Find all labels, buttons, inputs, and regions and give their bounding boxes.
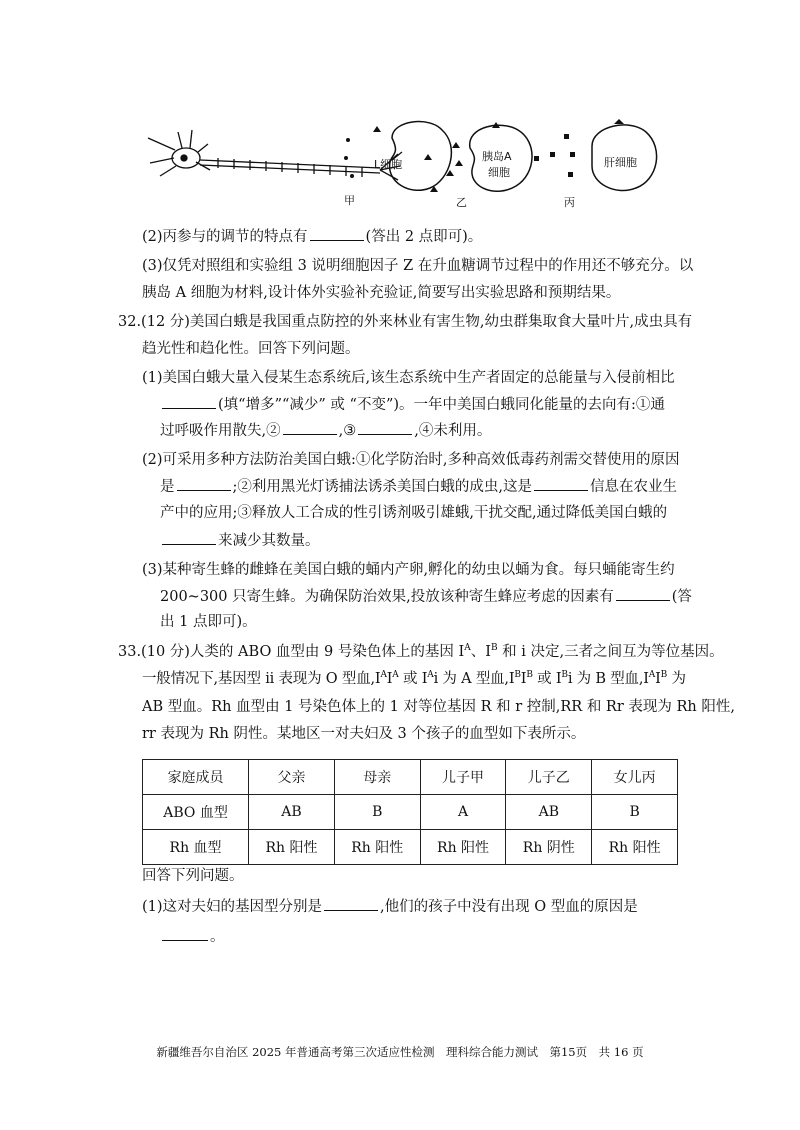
q31-part3-line1: (3)仅凭对照组和实验组 3 说明细胞因子 Z 在升血糖调节过程中的作用还不够充分。以 (142, 258, 694, 274)
q33-p1-a: (1)这对夫妇的基因型分别是 (142, 899, 323, 915)
answer-blank[interactable] (324, 896, 378, 911)
q32-p1-line2-text: (填“增多”“减少” 或 “不变”)。一年中美国白蛾同化能量的去向有:①通 (218, 397, 665, 413)
q32-p2-line3: 产中的应用;③释放人工合成的性引诱剂吸引雄蛾,干扰交配,通过降低美国白蛾的 (160, 505, 668, 521)
q33-line1 (118, 642, 724, 662)
q32-p3-line2 (160, 586, 692, 607)
table-cell: 儿子甲 (420, 760, 506, 795)
q32-p1-line3-b: ,③ (338, 423, 357, 439)
q31-part3-line2: 胰岛 A 细胞为材料,设计体外实验补充验证,简要写出实验思路和预期结果。 (142, 285, 621, 301)
table-cell: B (592, 795, 678, 830)
q32-p2-line4-text: 来减少其数量。 (218, 533, 320, 549)
table-cell: 儿子乙 (506, 760, 592, 795)
q33-line4: rr 表现为 Rh 阴性。某地区一对夫妇及 3 个孩子的血型如下表所示。 (142, 726, 586, 742)
answer-blank[interactable] (162, 394, 216, 409)
q33-l2-a: 一般情况下,基因型 ii 表现为 O 型血,I (142, 671, 381, 687)
q33-l2-f: 或 I (532, 671, 562, 687)
table-cell: B (334, 795, 420, 830)
q33-line2 (142, 669, 686, 689)
q32-p2-line2 (160, 476, 677, 497)
islet-a-cell-label-2: 细胞 (488, 166, 510, 179)
table-cell: AB (506, 795, 592, 830)
q33-l1-a: 33.(10 分)人类的 ABO 血型由 9 号染色体上的基因 I (118, 644, 465, 660)
q32-stem-line1: 32.(12 分)美国白蛾是我国重点防控的外来林业有害生物,幼虫群集取食大量叶片,成虫具有 (118, 314, 693, 330)
q33-l1-b: 、I (470, 644, 491, 660)
table-cell: Rh 血型 (143, 830, 249, 865)
sup-a: A (380, 670, 387, 680)
q32-p2-line1: (2)可采用多种方法防治美国白蛾:①化学防治时,多种高效低毒药剂需交替使用的原因 (142, 452, 680, 468)
q32-p1-line1: (1)美国白蛾大量入侵某生态系统后,该生态系统中生产者固定的总能量与入侵前相比 (142, 370, 675, 386)
q32-p3-line1: (3)某种寄生蜂的雌蜂在美国白蛾的蛹内产卵,孵化的幼虫以蛹为食。每只蛹能寄生约 (142, 562, 675, 578)
q32-p3-line3: 出 1 点即可)。 (160, 614, 257, 630)
label-yi: 乙 (456, 196, 467, 209)
sup-a: A (427, 670, 434, 680)
q31-p2-suffix: (答出 2 点即可)。 (365, 229, 483, 245)
sup-a: A (648, 670, 656, 680)
answer-blank[interactable] (162, 926, 208, 941)
answer-blank[interactable] (616, 586, 670, 601)
q32-p1-line3-a: 过呼吸作用散失,② (160, 423, 281, 439)
label-bing: 丙 (564, 196, 575, 209)
table-cell: Rh 阴性 (506, 830, 592, 865)
table-cell: 母亲 (334, 760, 420, 795)
q33-p1-line1 (142, 896, 638, 917)
q33-l2-g: i 为 B 型血,I (567, 671, 649, 687)
signal-diagram (130, 118, 670, 218)
answer-blank[interactable] (283, 420, 337, 435)
q33-p1-line2 (160, 926, 225, 947)
table-cell: 家庭成员 (143, 760, 249, 795)
l-cell-label: L细胞 (374, 158, 403, 171)
q33-l2-b: I (386, 671, 393, 687)
islet-a-cell-label-1: 胰岛A (482, 150, 512, 163)
q33-p1-end: 。 (210, 929, 225, 945)
q33-p1-b: ,他们的孩子中没有出现 O 型血的原因是 (380, 899, 638, 915)
table-cell: Rh 阳性 (334, 830, 420, 865)
q32-p3-line2-a: 200~300 只寄生蜂。为确保防治效果,投放该种寄生蜂应考虑的因素有 (160, 589, 614, 605)
table-cell: AB (249, 795, 335, 830)
q32-p1-line2 (160, 394, 665, 415)
sup-a: A (464, 643, 471, 653)
blood-type-table (142, 759, 678, 865)
q32-stem-line2: 趋光性和趋化性。回答下列问题。 (142, 341, 360, 357)
signal-yi-triangles (424, 142, 463, 192)
liver-cell-label: 肝细胞 (604, 156, 637, 169)
sup-b: B (514, 670, 521, 680)
answer-blank[interactable] (358, 420, 412, 435)
q31-part2 (142, 226, 482, 247)
sup-b: B (561, 670, 568, 680)
q33-answer-prompt: 回答下列问题。 (142, 868, 244, 884)
q33-l2-i: 为 (667, 671, 686, 687)
answer-blank[interactable] (177, 476, 231, 491)
q33-l2-e: I (520, 671, 527, 687)
table-cell: 父亲 (249, 760, 335, 795)
q33-l2-h: I (655, 671, 661, 687)
page-footer: 新疆维吾尔自治区 2025 年普通高考第三次适应性检测 理科综合能力测试 第15页 共 16 页 (156, 1045, 644, 1059)
answer-blank[interactable] (310, 226, 364, 241)
label-jia: 甲 (344, 194, 355, 207)
q32-p2-line2-c: 信息在农业生 (590, 479, 677, 495)
q32-p3-line2-b: (答 (671, 589, 692, 605)
q32-p1-line3 (160, 420, 491, 441)
q32-p2-line4 (160, 530, 320, 551)
table-cell: Rh 阳性 (420, 830, 506, 865)
sup-b: B (660, 670, 668, 680)
answer-blank[interactable] (162, 530, 216, 545)
q33-l2-c: 或 I (398, 671, 428, 687)
table-row (143, 830, 678, 865)
answer-blank[interactable] (534, 476, 588, 491)
table-cell: ABO 血型 (143, 795, 249, 830)
table-cell: A (420, 795, 506, 830)
q32-p1-line3-c: ,④未利用。 (414, 423, 492, 439)
table-cell: Rh 阳性 (592, 830, 678, 865)
q33-line3: AB 型血。Rh 血型由 1 号染色体上的 1 对等位基因 R 和 r 控制,RR 和 Rr 表现为 Rh 阳性, (142, 699, 735, 715)
neuron-drawing (148, 130, 402, 180)
q33-l1-c: 和 i 决定,三者之间互为等位基因。 (497, 644, 724, 660)
sup-b: B (526, 670, 533, 680)
table-cell: 女儿丙 (592, 760, 678, 795)
table-row (143, 760, 678, 795)
q31-p2-text: (2)丙参与的调节的特点有 (142, 229, 308, 245)
q32-p2-line2-a: 是 (160, 479, 175, 495)
sup-b: B (490, 643, 498, 653)
table-row (143, 795, 678, 830)
sup-a: A (392, 670, 399, 680)
q33-l2-d: i 为 A 型血,I (433, 671, 515, 687)
table-cell: Rh 阳性 (249, 830, 335, 865)
q32-p2-line2-b: ;②利用黑光灯诱捕法诱杀美国白蛾的成虫,这是 (232, 479, 532, 495)
signal-bing-squares (534, 134, 575, 177)
